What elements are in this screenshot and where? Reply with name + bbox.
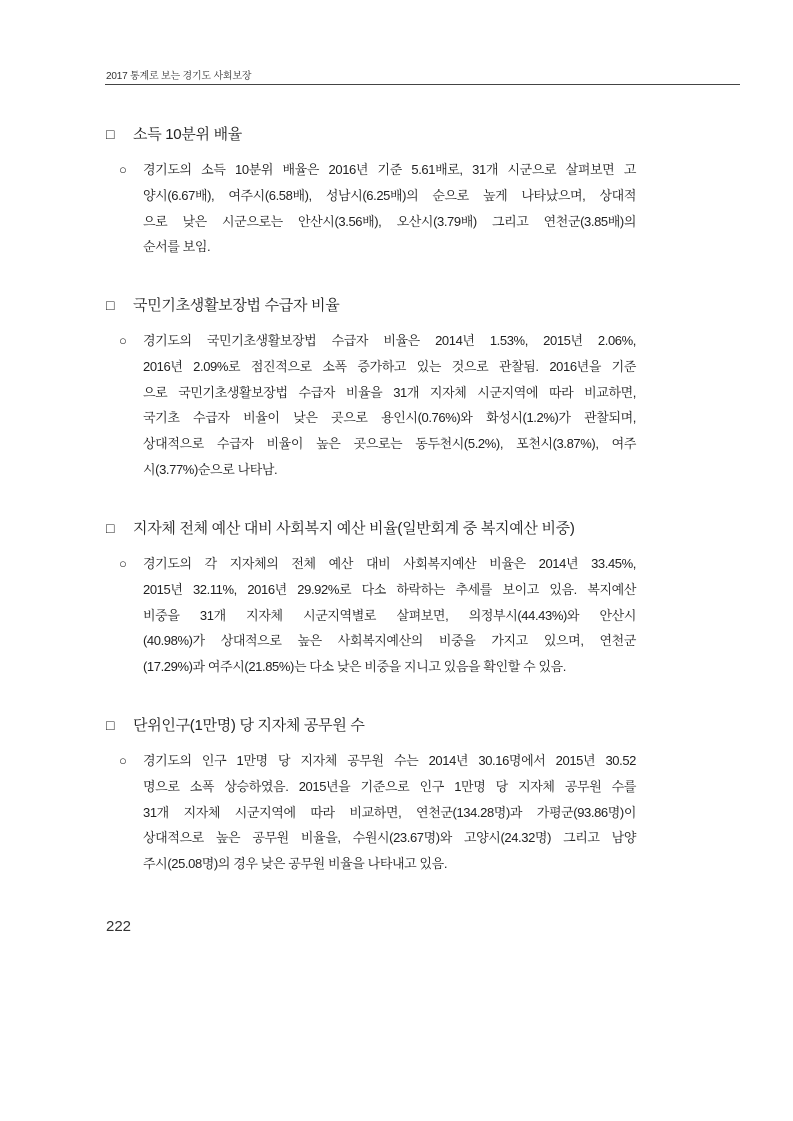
paragraph-line: 상대적으로 높은 공무원 비율을, 수원시(23.67명)와 고양시(24.32명) 그리고 남양 [143,830,636,846]
square-bullet-icon: □ [106,297,115,313]
paragraph-line: 양시(6.67배), 여주시(6.58배), 성남시(6.25배)의 순으로 높게 나타났으며, 상대적 [143,187,636,203]
section-paragraph [119,328,636,483]
section-heading-text: 지자체 전체 예산 대비 사회복지 예산 비율(일반회계 중 복지예산 비중) [133,520,575,537]
paragraph-line: 경기도의 국민기초생활보장법 수급자 비율은 2014년 1.53%, 2015년 2.06%, [143,333,636,348]
paragraph-line: 2016년 2.09%로 점진적으로 소폭 증가하고 있는 것으로 관찰됨. 2016년을 기준 [143,358,636,374]
paragraph-line: 경기도의 각 지자체의 전체 예산 대비 사회복지예산 비율은 2014년 33.45%, [143,556,636,571]
running-header: 2017 통계로 보는 경기도 사회보장 [106,71,252,82]
paragraph-line: 상대적으로 수급자 비율이 높은 곳으로는 동두천시(5.2%), 포천시(3.87%), 여주 [143,436,636,452]
paragraph-line: (40.98%)가 상대적으로 높은 사회복지예산의 비중을 가지고 있으며, 연천군 [143,633,636,649]
paragraph-line: 31개 지자체 시군지역에 따라 비교하면, 연천군(134.28명)과 가평군(93.86명)이 [143,804,636,820]
square-bullet-icon: □ [106,717,115,733]
section-heading-basic-livelihood [106,295,339,315]
paragraph-line: (17.29%)과 여주시(21.85%)는 다소 낮은 비중을 지니고 있음을 확인할 수 있음. [143,659,567,675]
section-paragraph [119,748,636,877]
circle-bullet-icon: ○ [119,556,127,571]
page-number: 222 [106,918,132,935]
paragraph-line: 시(3.77%)순으로 나타남. [143,461,278,477]
paragraph-line: 주시(25.08명)의 경우 낮은 공무원 비율을 나타내고 있음. [143,856,448,872]
header-rule [105,84,740,85]
paragraph-line: 경기도의 소득 10분위 배율은 2016년 기준 5.61배로, 31개 시군으로 살펴보면 고 [143,162,636,177]
section-heading-text: 단위인구(1만명) 당 지자체 공무원 수 [133,717,365,734]
section-paragraph [119,157,636,260]
paragraph-line: 으로 낮은 시군으로는 안산시(3.56배), 오산시(3.79배) 그리고 연천군(3.85배)의 [143,213,636,229]
square-bullet-icon: □ [106,126,115,142]
paragraph-line: 순서를 보임. [143,239,211,255]
paragraph-line: 국기초 수급자 비율이 낮은 곳으로 용인시(0.76%)와 화성시(1.2%)가 관찰되며, [143,410,636,426]
section-heading-income-ratio [106,124,242,144]
section-heading-text: 국민기초생활보장법 수급자 비율 [133,297,340,314]
circle-bullet-icon: ○ [119,753,127,768]
paragraph-line: 2015년 32.11%, 2016년 29.92%로 다소 하락하는 추세를 보이고 있음. 복지예산 [143,581,636,597]
paragraph-line: 으로 국민기초생활보장법 수급자 비율을 31개 지자체 시군지역에 따라 비교하면, [143,384,636,400]
circle-bullet-icon: ○ [119,333,127,348]
circle-bullet-icon: ○ [119,162,127,177]
section-heading-welfare-budget [106,518,575,538]
paragraph-line: 비중을 31개 지자체 시군지역별로 살펴보면, 의정부시(44.43%)와 안산시 [143,607,636,623]
section-paragraph [119,551,636,680]
section-heading-public-officials [106,715,365,735]
square-bullet-icon: □ [106,520,115,536]
paragraph-line: 경기도의 인구 1만명 당 지자체 공무원 수는 2014년 30.16명에서 2015년 30.52 [143,753,636,768]
section-heading-text: 소득 10분위 배율 [133,126,242,143]
paragraph-line: 명으로 소폭 상승하였음. 2015년을 기준으로 인구 1만명 당 지자체 공무원 수를 [143,778,636,794]
